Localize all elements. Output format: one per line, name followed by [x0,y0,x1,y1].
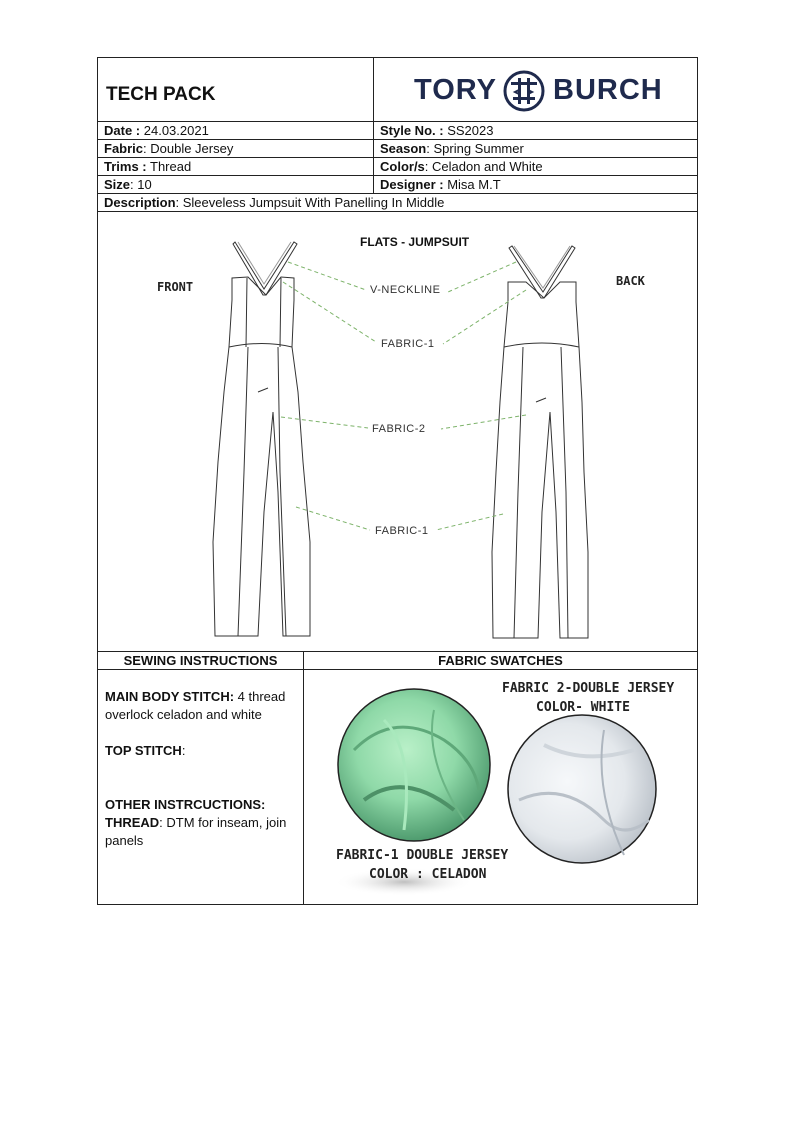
main-body-stitch [105,688,290,724]
description-cell [97,193,698,212]
brand-logo [414,70,664,110]
color-label: Color/s [380,159,425,174]
color-value: : Celadon and White [424,159,543,174]
fabric-cell [97,139,374,158]
callout-fabric-2: FABRIC-2 [372,423,426,435]
thread-label: THREAD [105,815,160,830]
fabric-swatches-header: FABRIC SWATCHES [303,651,698,670]
size-cell [97,175,374,194]
header-title-cell [97,57,374,122]
size-label: Size [104,177,131,192]
header-logo-cell [373,57,698,122]
trims-label: Trims : [104,159,147,174]
front-label: FRONT [157,280,194,294]
designer-label: Designer : [380,177,444,192]
flats-title: FLATS - JUMPSUIT [360,235,470,249]
sewing-instructions-header: SEWING INSTRUCTIONS [97,651,304,670]
fabric-2-label: FABRIC 2-DOUBLE JERSEY [502,681,675,696]
callout-fabric-1-bottom: FABRIC-1 [375,525,429,537]
brand-name-left: TORY [414,74,497,106]
color-cell [373,157,698,176]
back-label: BACK [616,274,645,288]
season-label: Season [380,141,427,156]
back-jumpsuit-sketch [492,246,588,638]
thread-instruction [105,814,290,850]
description-value: : Sleeveless Jumpsuit With Panelling In Middle [175,195,445,210]
tory-burch-logo-icon [503,70,545,112]
callout-leader-lines [281,262,526,530]
date-cell [97,121,374,140]
page-title: TECH PACK [106,84,216,105]
top-stitch-label: TOP STITCH [105,743,182,758]
tech-pack-sheet [97,57,698,905]
style-cell [373,121,698,140]
main-body-stitch-value: 4 thread overlock celadon and white [105,689,286,722]
fabric-swatches-body [303,669,698,905]
callout-fabric-1-top: FABRIC-1 [381,338,435,350]
season-value: : Spring Summer [426,141,524,156]
thread-value: : DTM for inseam, join panels [105,815,287,848]
fabric-swatch-images [304,670,697,904]
brand-name-right: BURCH [553,74,663,106]
callout-v-neckline: V-NECKLINE [370,284,441,296]
date-label: Date : [104,123,141,138]
style-value: SS2023 [447,123,494,138]
celadon-swatch [338,689,490,841]
fabric-1-label: FABRIC-1 DOUBLE JERSEY [336,848,509,863]
style-label: Style No. : [380,123,444,138]
fabric-1-color: COLOR : CELADON [369,867,487,882]
top-stitch [105,742,290,760]
flats-section [97,211,698,652]
main-body-stitch-label: MAIN BODY STITCH: [105,689,235,704]
designer-cell [373,175,698,194]
fabric-value: : Double Jersey [143,141,234,156]
front-jumpsuit-sketch [213,242,310,636]
jumpsuit-flats-drawing [98,212,699,653]
fabric-2-color: COLOR- WHITE [536,700,630,715]
trims-value: Thread [150,159,192,174]
season-cell [373,139,698,158]
white-swatch [508,715,656,863]
designer-value: Misa M.T [447,177,501,192]
description-label: Description [104,195,176,210]
size-value: : 10 [130,177,152,192]
trims-cell [97,157,374,176]
top-stitch-value: : [181,743,186,758]
fabric-label: Fabric [104,141,144,156]
sewing-instructions-body [97,669,304,905]
other-instructions-label: OTHER INSTRCUCTIONS: [105,797,266,812]
date-value: 24.03.2021 [143,123,209,138]
